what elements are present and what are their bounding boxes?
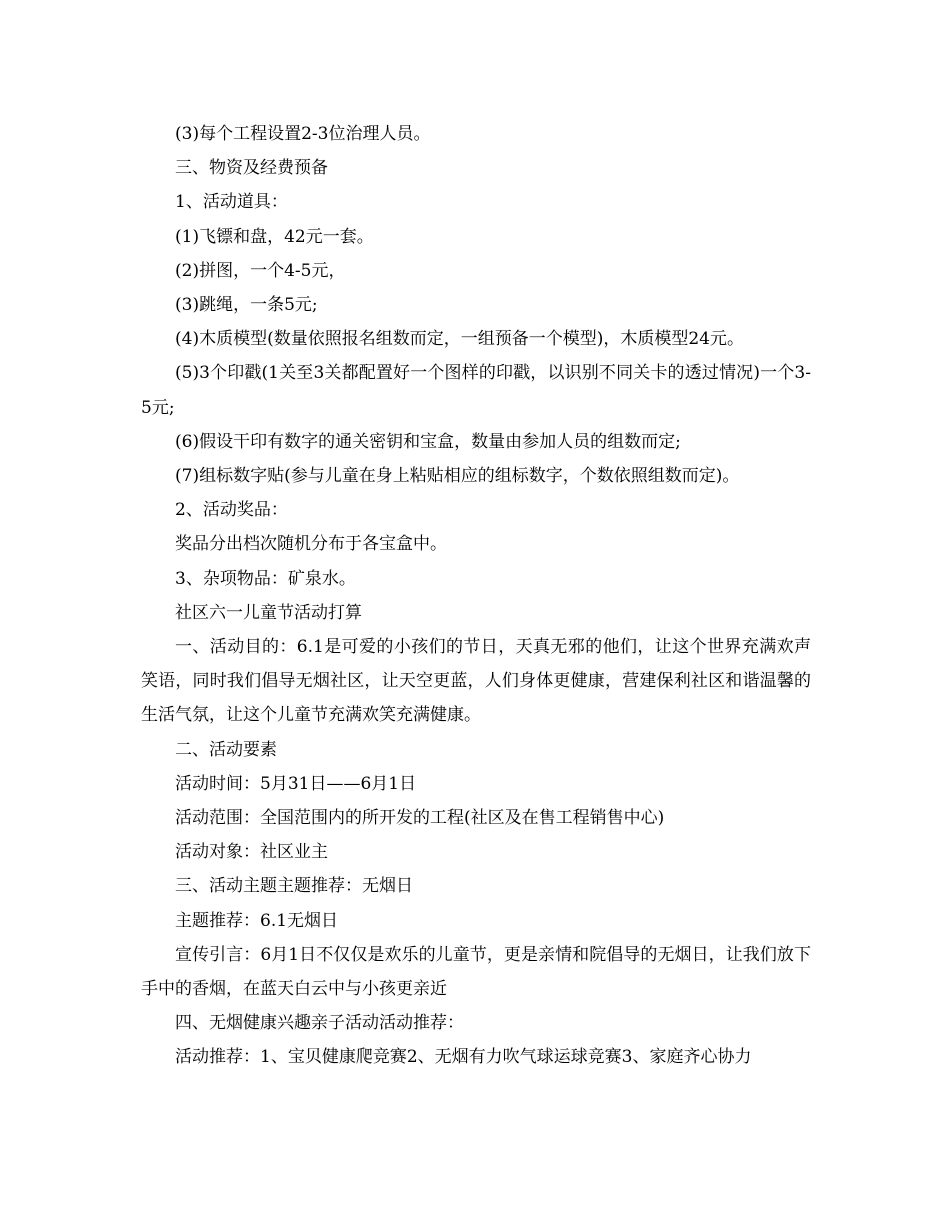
heading-theme: 三、活动主题主题推荐：无烟日 bbox=[175, 876, 413, 897]
paragraph-slogan: 宣传引言：6月1日不仅仅是欢乐的儿童节，更是亲情和院倡导的无烟日，让我们放下手中的香烟，在蓝天白云中与小孩更亲近 bbox=[141, 944, 811, 1000]
paragraph-theme: 主题推荐：6.1无烟日 bbox=[175, 910, 339, 931]
paragraph-audience: 活动对象：社区业主 bbox=[175, 842, 328, 863]
list-item-wooden-model: (4)木质模型(数量依照报名组数而定，一组预备一个模型)，木质模型24元。 bbox=[175, 329, 744, 350]
list-item-group-stickers: (7)组标数字贴(参与儿童在身上粘贴相应的组标数字，个数依照组数而定)。 bbox=[175, 466, 740, 487]
subheading-misc: 3、杂项物品：矿泉水。 bbox=[175, 568, 356, 589]
list-item-stamps: (5)3个印戳(1关至3关都配置好一个图样的印戳，以识别不同关卡的透过情况)一个3-5元; bbox=[141, 363, 811, 418]
list-item-darts: (1)飞镖和盘，42元一套。 bbox=[175, 226, 374, 247]
paragraph-purpose: 一、活动目的：6.1是可爱的小孩们的节日，天真无邪的他们，让这个世界充满欢声笑语，同时我们倡导无烟社区，让天空更蓝，人们身体更健康，营建保利社区和谐温馨的生活气氛，让这个儿童节充满欢笑充满健康。 bbox=[141, 637, 811, 726]
subheading-prizes: 2、活动奖品： bbox=[175, 500, 288, 521]
heading-elements: 二、活动要素 bbox=[175, 739, 277, 760]
paragraph-prizes: 奖品分出档次随机分布于各宝盒中。 bbox=[175, 534, 447, 555]
list-item-keys-boxes: (6)假设干印有数字的通关密钥和宝盒，数量由参加人员的组数而定; bbox=[175, 431, 681, 452]
list-item-puzzle: (2)拼图，一个4-5元， bbox=[175, 260, 346, 281]
paragraph-time: 活动时间：5月31日——6月1日 bbox=[175, 773, 417, 794]
heading-activities: 四、无烟健康兴趣亲子活动活动推荐： bbox=[175, 1013, 464, 1034]
heading-materials-budget: 三、物资及经费预备 bbox=[175, 158, 328, 179]
document-body bbox=[141, 117, 811, 1075]
paragraph-scope: 活动范围：全国范围内的所开发的工程(社区及在售工程销售中心) bbox=[175, 808, 665, 829]
paragraph-activities: 活动推荐：1、宝贝健康爬竞赛2、无烟有力吹气球运球竞赛3、家庭齐心协力 bbox=[175, 1047, 752, 1068]
section-title-plan: 社区六一儿童节活动打算 bbox=[175, 602, 362, 623]
subheading-props: 1、活动道具： bbox=[175, 192, 288, 213]
paragraph-staff-per-project: (3)每个工程设置2-3位治理人员。 bbox=[175, 124, 431, 144]
list-item-jump-rope: (3)跳绳，一条5元; bbox=[175, 295, 318, 316]
